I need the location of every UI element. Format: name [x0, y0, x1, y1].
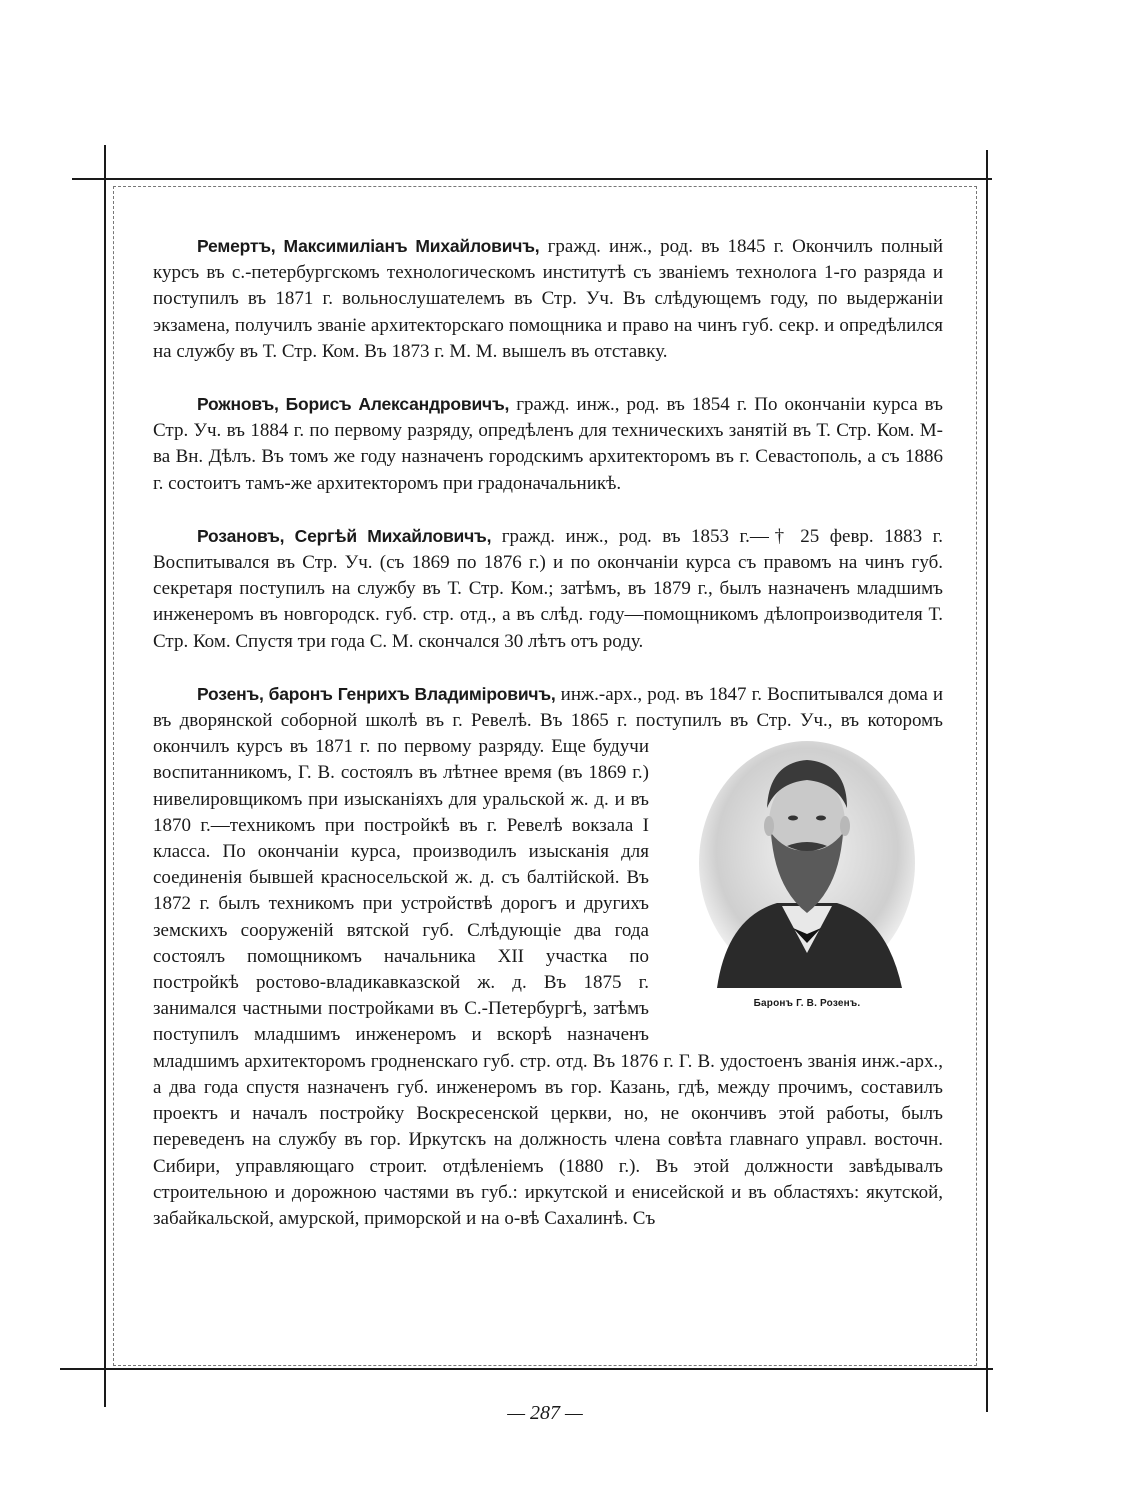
- entry-remert: [153, 233, 943, 365]
- entry-text: гражд. инж., род. въ 1845 г. Окончилъ полный курсъ въ с.-петербургскомъ технологическомъ институтѣ съ званіемъ технолога 1-го разряда и поступилъ въ 1871 г. вольнослушателемъ въ Стр. Уч. Въ слѣдующемъ году, по выдержаніи экзамена, получилъ званіе архитекторскаго помощника и право на чинъ губ. секр. и опредѣлился на службу въ Т. Стр. Ком. Въ 1873 г. М. М. вышелъ въ отставку.: [153, 236, 943, 362]
- entry-name: Рожновъ, Борисъ Александровичъ,: [197, 394, 510, 415]
- portrait-figure: [671, 738, 943, 1018]
- right-vertical-rule: [986, 150, 988, 1412]
- entry-name: Ремертъ, Максимиліанъ Михайловичъ,: [197, 236, 540, 256]
- entry-rozanov: [153, 523, 943, 655]
- entry-name: Розановъ, Сергѣй Михайловичъ,: [197, 525, 492, 546]
- entry-name: Розенъ, баронъ Генрихъ Владиміровичъ,: [197, 683, 556, 704]
- entry-rozen: [153, 681, 943, 1232]
- entry-text: гражд. инж., род. въ 1854 г. По окончаніи курса въ Стр. Уч. въ 1884 г. по первому разряду, опредѣленъ для техническихъ занятій въ Т. Стр. Ком. М-ва Вн. Дѣлъ. Въ томъ же году назначенъ городскимъ архитекторомъ въ г. Севастополь, а съ 1886 г. состоитъ тамъ-же архитекторомъ при градоначальникѣ.: [153, 394, 944, 494]
- portrait-image: [697, 738, 917, 988]
- top-horizontal-rule: [72, 178, 992, 180]
- bottom-horizontal-rule: [60, 1368, 993, 1370]
- entry-text-continued: Уч., въ которомъ окончилъ курсъ въ 1871 г. по первому разряду. Еще будучи воспитанникомъ, Г. В. состоялъ въ лѣтнее время (въ 1869 г.) нивелировщикомъ при изысканіяхъ для уральской ж. д. и въ 1870 г.—техникомъ при постройкѣ въ г. Ревелѣ вокзала I класса. По окончаніи курса, производилъ изысканія для соединенія бывшей красносельской ж. д. съ балтійской. Въ 1872 г. былъ техникомъ при устройствѣ дорогъ и другихъ земскихъ сооруженій вятской губ. Слѣдующіе два года состоялъ помощникомъ начальника XII участка по постройкѣ ростово-владикавказской ж. д. Въ 1875 г. занимался частными постройками въ С.-Петербургѣ, затѣмъ поступилъ младшимъ инженеромъ и вскорѣ назначенъ младшимъ архитекторомъ гродненскаго губ. стр. отд. Въ 1876 г. Г. В. удостоенъ званія инж.-арх., а два года спустя назначенъ губ. инженеромъ въ гор. Казань, гдѣ, между прочимъ, составилъ проектъ и началъ постройку Воскресенской церкви, но, не окончивъ этой работы, былъ переведенъ на службу въ гор. Иркутскъ на должность члена совѣта главнаго управл. восточн. Сибири, управляющаго строит. отдѣленіемъ (1880 г.). Въ этой должности завѣдывалъ строительною и дорожною частями въ губ.: иркутской и енисейской и въ областяхъ: якутской, забайкальской, амурской, приморской и на о-вѣ Сахалинѣ. Съ: [153, 710, 943, 1229]
- portrait-caption: Баронъ Г. В. Розенъ.: [753, 998, 861, 1010]
- entry-text: инж.-арх., род. въ 1847 г. Воспитывался дома и въ дворянской соборной школѣ въ г. Ревелѣ. Въ 1865 г. поступилъ въ Стр.: [153, 683, 943, 732]
- left-vertical-rule: [104, 145, 106, 1407]
- page-number: — 287 —: [507, 1402, 583, 1424]
- text-column: [153, 233, 943, 1232]
- entry-rozhnov: [153, 391, 943, 497]
- entry-text: гражд. инж., род. въ 1853 г.—† 25 февр. 1883 г. Воспитывался въ Стр. Уч. (съ 1869 по 1876 г.) и по окончаніи курса съ правомъ на чинъ губ. секретаря поступилъ на службу въ Т. Стр. Ком.; затѣмъ, въ 1879 г., былъ назначенъ младшимъ инженеромъ въ новгородск. губ. стр. отд., а въ слѣд. году—помощникомъ дѣлопроизводителя Т. Стр. Ком. Спустя три года С. М. скончался 30 лѣтъ отъ роду.: [153, 525, 943, 652]
